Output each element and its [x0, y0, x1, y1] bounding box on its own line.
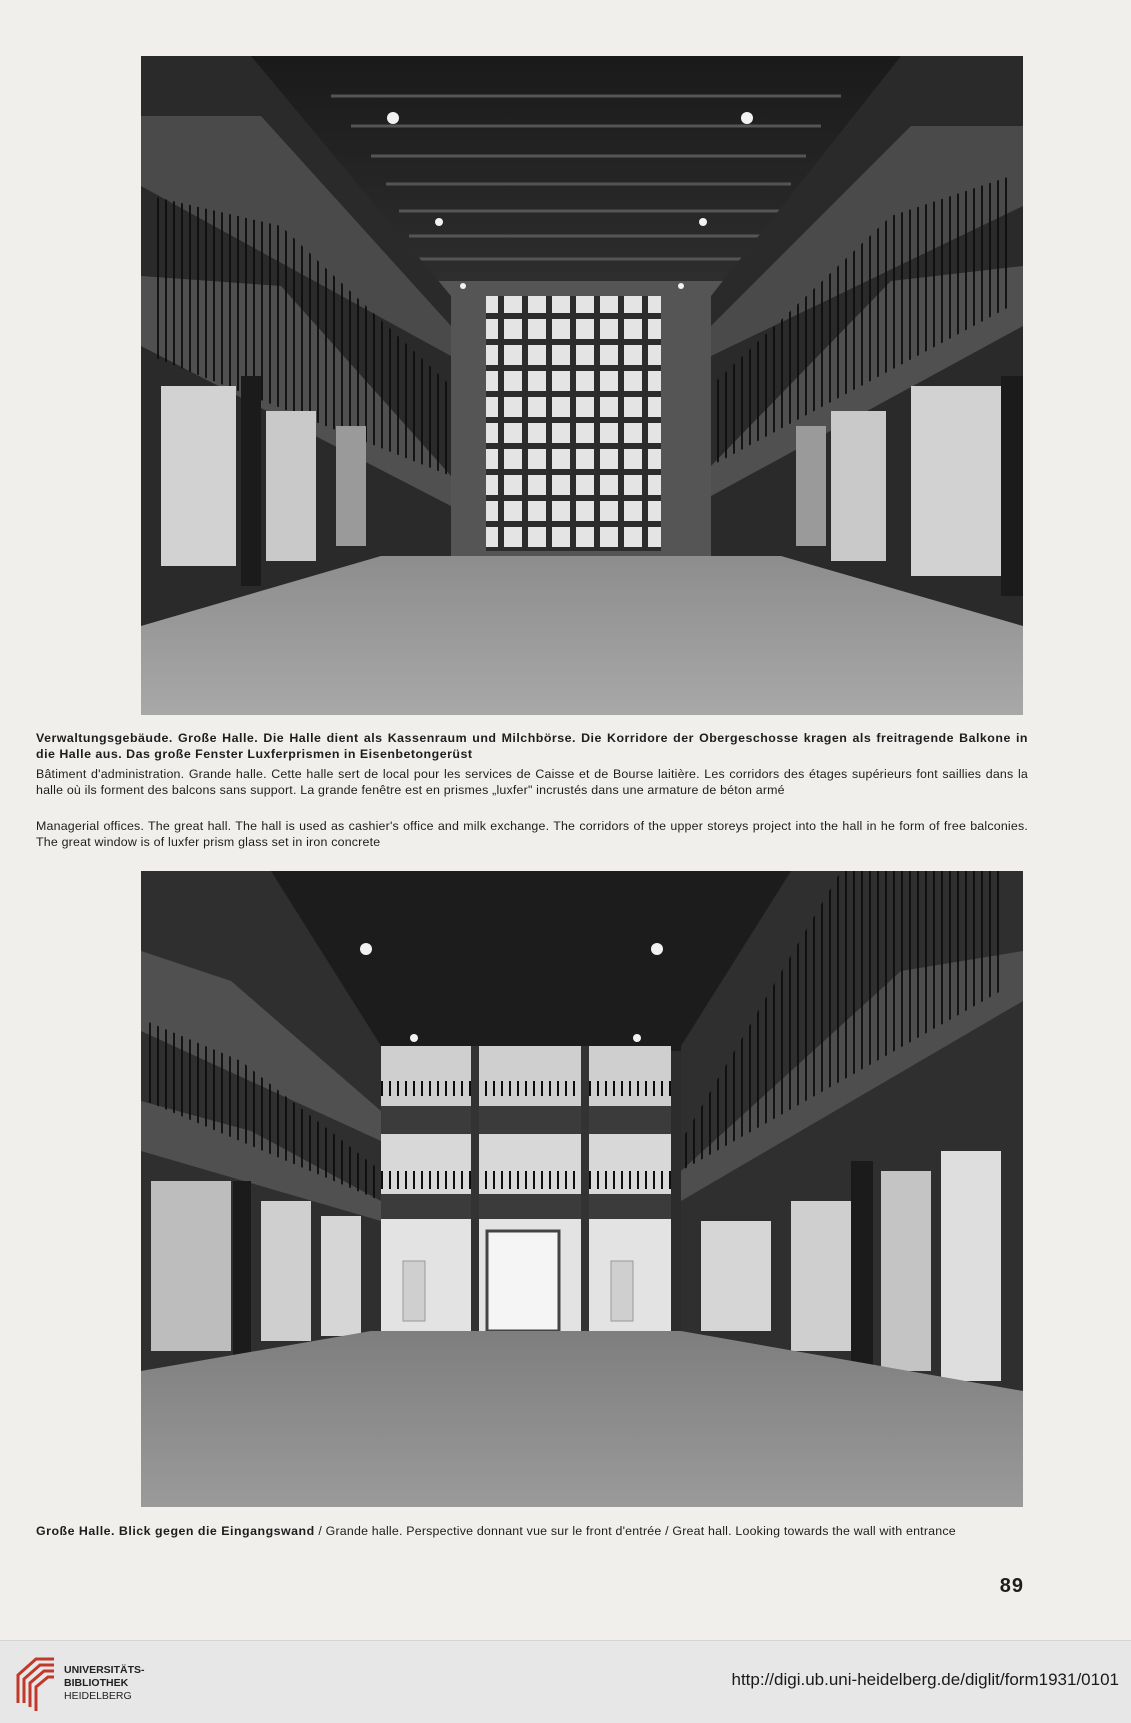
logo-line-1: UNIVERSITÄTS- [64, 1664, 145, 1676]
photo-entrance-wall-image [141, 871, 1023, 1507]
caption-english: Managerial offices. The great hall. The hall is used as cashier's office and milk exchange. The corridors of the upper storeys project into the hall in he form of free balconies. The great window is of luxfer prism glass set in iron concrete [36, 819, 1028, 849]
logo-line-2: BIBLIOTHEK [64, 1677, 129, 1689]
photo-great-hall-window [141, 56, 1023, 715]
permalink-url[interactable]: http://digi.ub.uni-heidelberg.de/diglit/form1931/0101 [731, 1670, 1119, 1689]
library-logo-icon[interactable] [14, 1653, 60, 1711]
library-logo-text[interactable] [64, 1664, 145, 1703]
caption-bottom-photo [36, 1524, 1028, 1540]
caption-german-text: Verwaltungsgebäude. Große Halle. Die Halle dient als Kassenraum und Milchbörse. Die Korridore der Obergeschosse kragen als freitragende Balkone in die Halle aus. Das große Fenster Luxferprismen in Eisenbetongerüst [36, 731, 1028, 761]
caption-bottom-photo-title: Große Halle. Blick gegen die Eingangswand [36, 1524, 315, 1538]
caption-french: Bâtiment d'administration. Grande halle. Cette halle sert de local pour les services de Caisse et de Bourse laitière. Les corridors des étages supérieurs font saillies dans la halle où ils forment des balcons sans support. La grande fenêtre est en prismes „luxfer" incrustés dans une armature de béton armé [36, 767, 1028, 797]
logo-line-3: HEIDELBERG [64, 1690, 132, 1702]
caption-bottom-photo-text: / Grande halle. Perspective donnant vue sur le front d'entrée / Great hall. Looking towards the wall with entrance [314, 1524, 956, 1538]
photo-great-hall-window-image [141, 56, 1023, 715]
caption-german [36, 731, 1028, 763]
library-footer [0, 1640, 1131, 1723]
photo-entrance-wall [141, 871, 1023, 1507]
page-number: 89 [999, 1575, 1024, 1597]
